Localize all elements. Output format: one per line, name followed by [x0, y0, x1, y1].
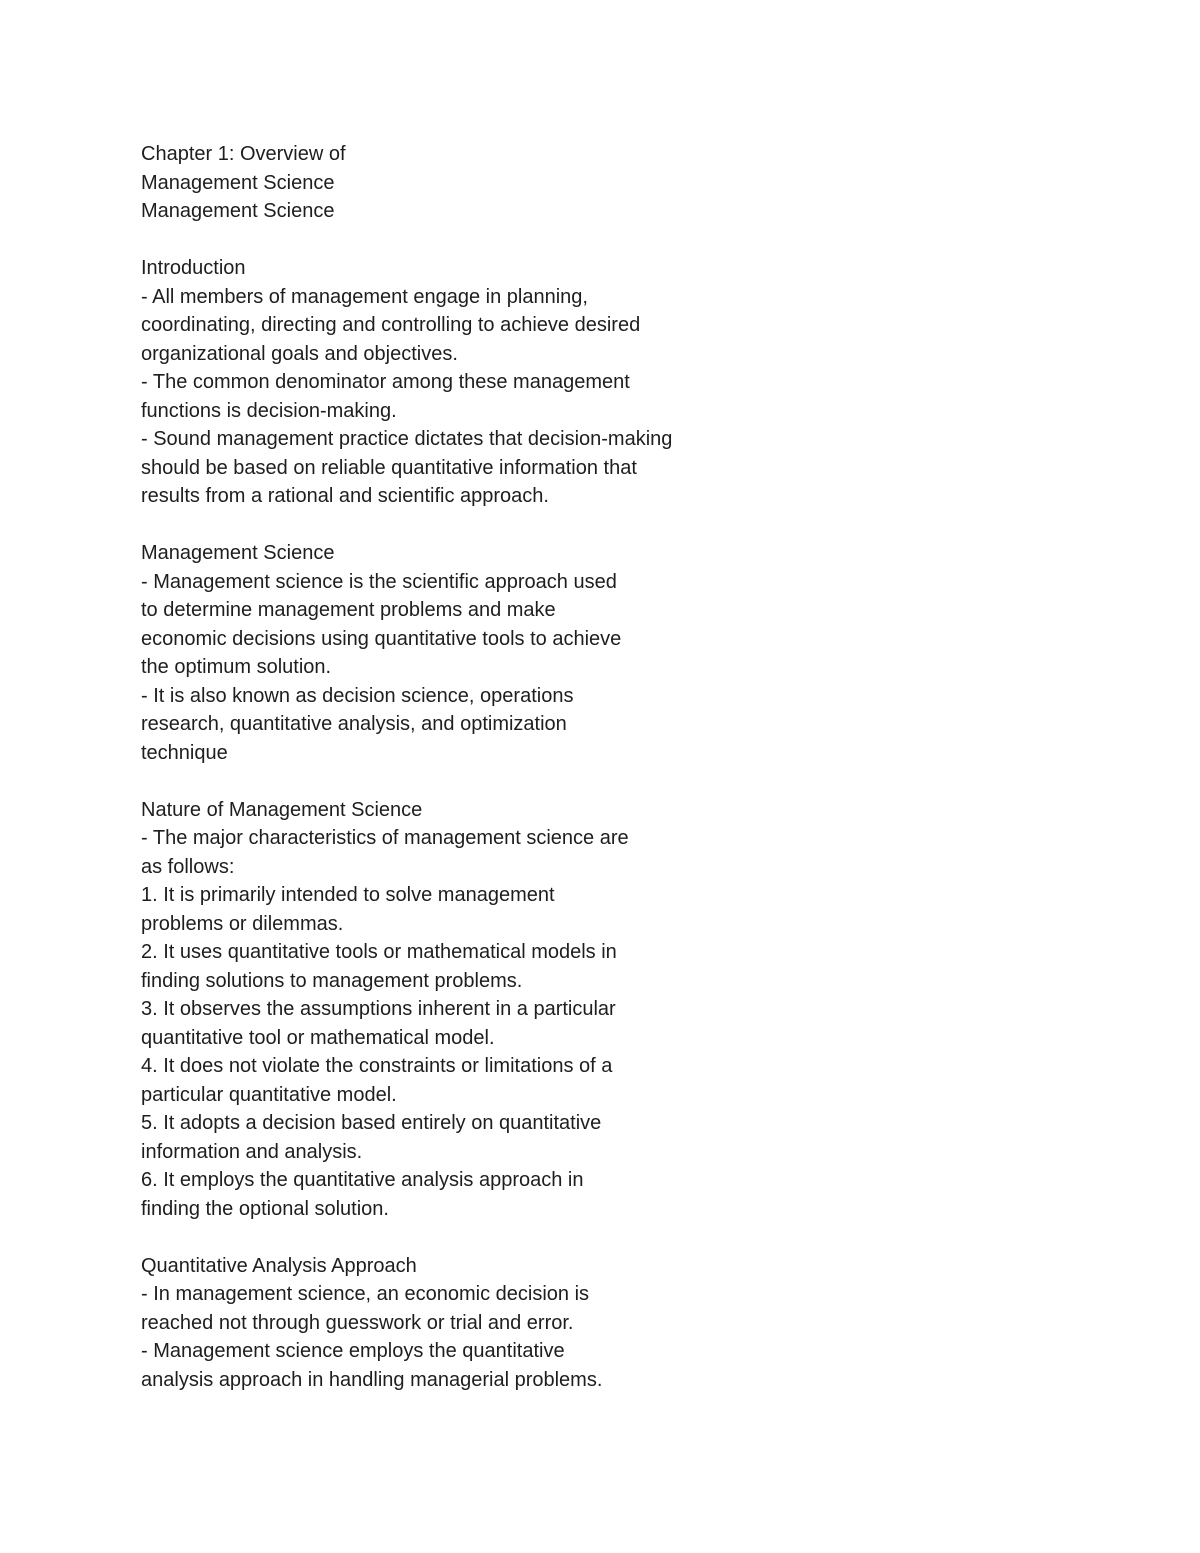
list-item-line: information and analysis. — [141, 1140, 363, 1163]
spacer — [141, 767, 781, 796]
paragraph-line: - All members of management engage in planning, — [141, 285, 588, 308]
spacer — [141, 511, 781, 540]
paragraph-line: should be based on reliable quantitative information that — [141, 456, 637, 479]
list-item-line: 4. It does not violate the constraints or limitations of a — [141, 1055, 613, 1077]
section-introduction — [141, 254, 781, 511]
paragraph-line: analysis approach in handling managerial problems. — [141, 1368, 603, 1391]
list-item-line: finding solutions to management problems. — [141, 969, 523, 992]
section-heading: Introduction — [141, 257, 246, 279]
list-item-line: finding the optional solution. — [141, 1197, 389, 1220]
section-quantitative-analysis-approach — [141, 1252, 781, 1395]
spacer — [141, 226, 781, 255]
paragraph-line: reached not through guesswork or trial and error. — [141, 1311, 574, 1334]
paragraph-line: - The common denominator among these management — [141, 371, 630, 393]
paragraph-line: - It is also known as decision science, operations — [141, 684, 574, 707]
section-heading: Quantitative Analysis Approach — [141, 1254, 417, 1277]
title-block — [141, 140, 781, 226]
paragraph-line: coordinating, directing and controlling to achieve desired — [141, 314, 641, 336]
section-heading: Management Science — [141, 542, 335, 564]
section-heading: Nature of Management Science — [141, 798, 423, 821]
paragraph-line: technique — [141, 741, 228, 764]
title-line: Management Science — [141, 171, 335, 194]
title-line: Management Science — [141, 200, 335, 222]
list-item-line: problems or dilemmas. — [141, 912, 344, 935]
paragraph-line: economic decisions using quantitative tools to achieve — [141, 627, 622, 650]
paragraph-line: - The major characteristics of management science are — [141, 827, 629, 849]
paragraph-line: - Management science employs the quantitative — [141, 1340, 565, 1362]
paragraph-line: to determine management problems and make — [141, 599, 556, 621]
paragraph-line: the optimum solution. — [141, 656, 332, 678]
list-item-line: 5. It adopts a decision based entirely on quantitative — [141, 1112, 602, 1134]
paragraph-line: - Sound management practice dictates that decision-making — [141, 428, 673, 450]
document-page — [141, 140, 781, 1394]
spacer — [141, 1223, 781, 1252]
paragraph-line: as follows: — [141, 855, 235, 878]
list-item-line: 1. It is primarily intended to solve management — [141, 884, 555, 906]
section-management-science — [141, 539, 781, 767]
paragraph-line: - Management science is the scientific approach used — [141, 570, 617, 593]
paragraph-line: - In management science, an economic decision is — [141, 1283, 590, 1305]
list-item-line: 2. It uses quantitative tools or mathematical models in — [141, 941, 617, 963]
title-line: Chapter 1: Overview of — [141, 143, 346, 165]
paragraph-line: research, quantitative analysis, and optimization — [141, 713, 567, 735]
list-item-line: 6. It employs the quantitative analysis approach in — [141, 1169, 584, 1191]
list-item-line: quantitative tool or mathematical model. — [141, 1026, 495, 1049]
paragraph-line: results from a rational and scientific approach. — [141, 485, 549, 507]
list-item-line: particular quantitative model. — [141, 1083, 397, 1106]
section-nature-of-management-science — [141, 796, 781, 1224]
paragraph-line: functions is decision-making. — [141, 399, 397, 422]
list-item-line: 3. It observes the assumptions inherent in a particular — [141, 998, 616, 1020]
paragraph-line: organizational goals and objectives. — [141, 342, 458, 365]
